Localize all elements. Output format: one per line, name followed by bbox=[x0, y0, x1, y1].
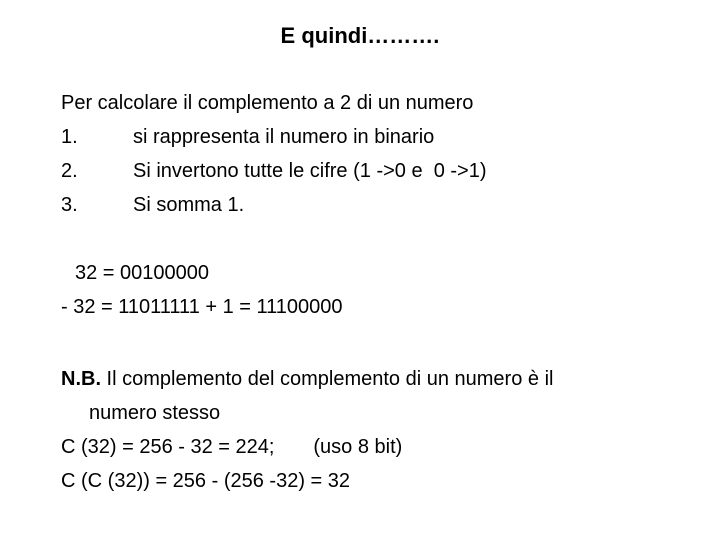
step-number: 3. bbox=[61, 194, 78, 216]
step-number: 1. bbox=[61, 126, 78, 148]
step-item bbox=[61, 188, 487, 222]
slide-title: E quindi………. bbox=[280, 23, 440, 48]
step-item bbox=[61, 154, 487, 188]
formula-complement: C (32) = 256 - 32 = 224; (uso 8 bit) bbox=[61, 436, 403, 458]
example-positive: 32 = 00100000 bbox=[75, 262, 210, 284]
step-number: 2. bbox=[61, 160, 78, 182]
note-lead: N.B. bbox=[61, 368, 101, 390]
note-text: Il complemento del complemento di un numero è il bbox=[101, 368, 554, 390]
note-text-continued: numero stesso bbox=[89, 402, 221, 424]
step-text: si rappresenta il numero in binario bbox=[133, 126, 435, 148]
intro-heading: Per calcolare il complemento a 2 di un numero bbox=[61, 92, 474, 114]
example-section bbox=[61, 256, 343, 324]
step-text: Si invertono tutte le cifre (1 ->0 e 0 ->1) bbox=[133, 160, 487, 182]
step-item bbox=[61, 120, 487, 154]
step-text: Si somma 1. bbox=[133, 194, 245, 216]
note-line bbox=[61, 362, 661, 396]
formula-double-complement: C (C (32)) = 256 - (256 -32) = 32 bbox=[61, 470, 351, 492]
intro-section bbox=[61, 86, 487, 222]
note-section bbox=[61, 362, 661, 498]
example-negative: - 32 = 11011111 + 1 = 11100000 bbox=[61, 296, 343, 318]
